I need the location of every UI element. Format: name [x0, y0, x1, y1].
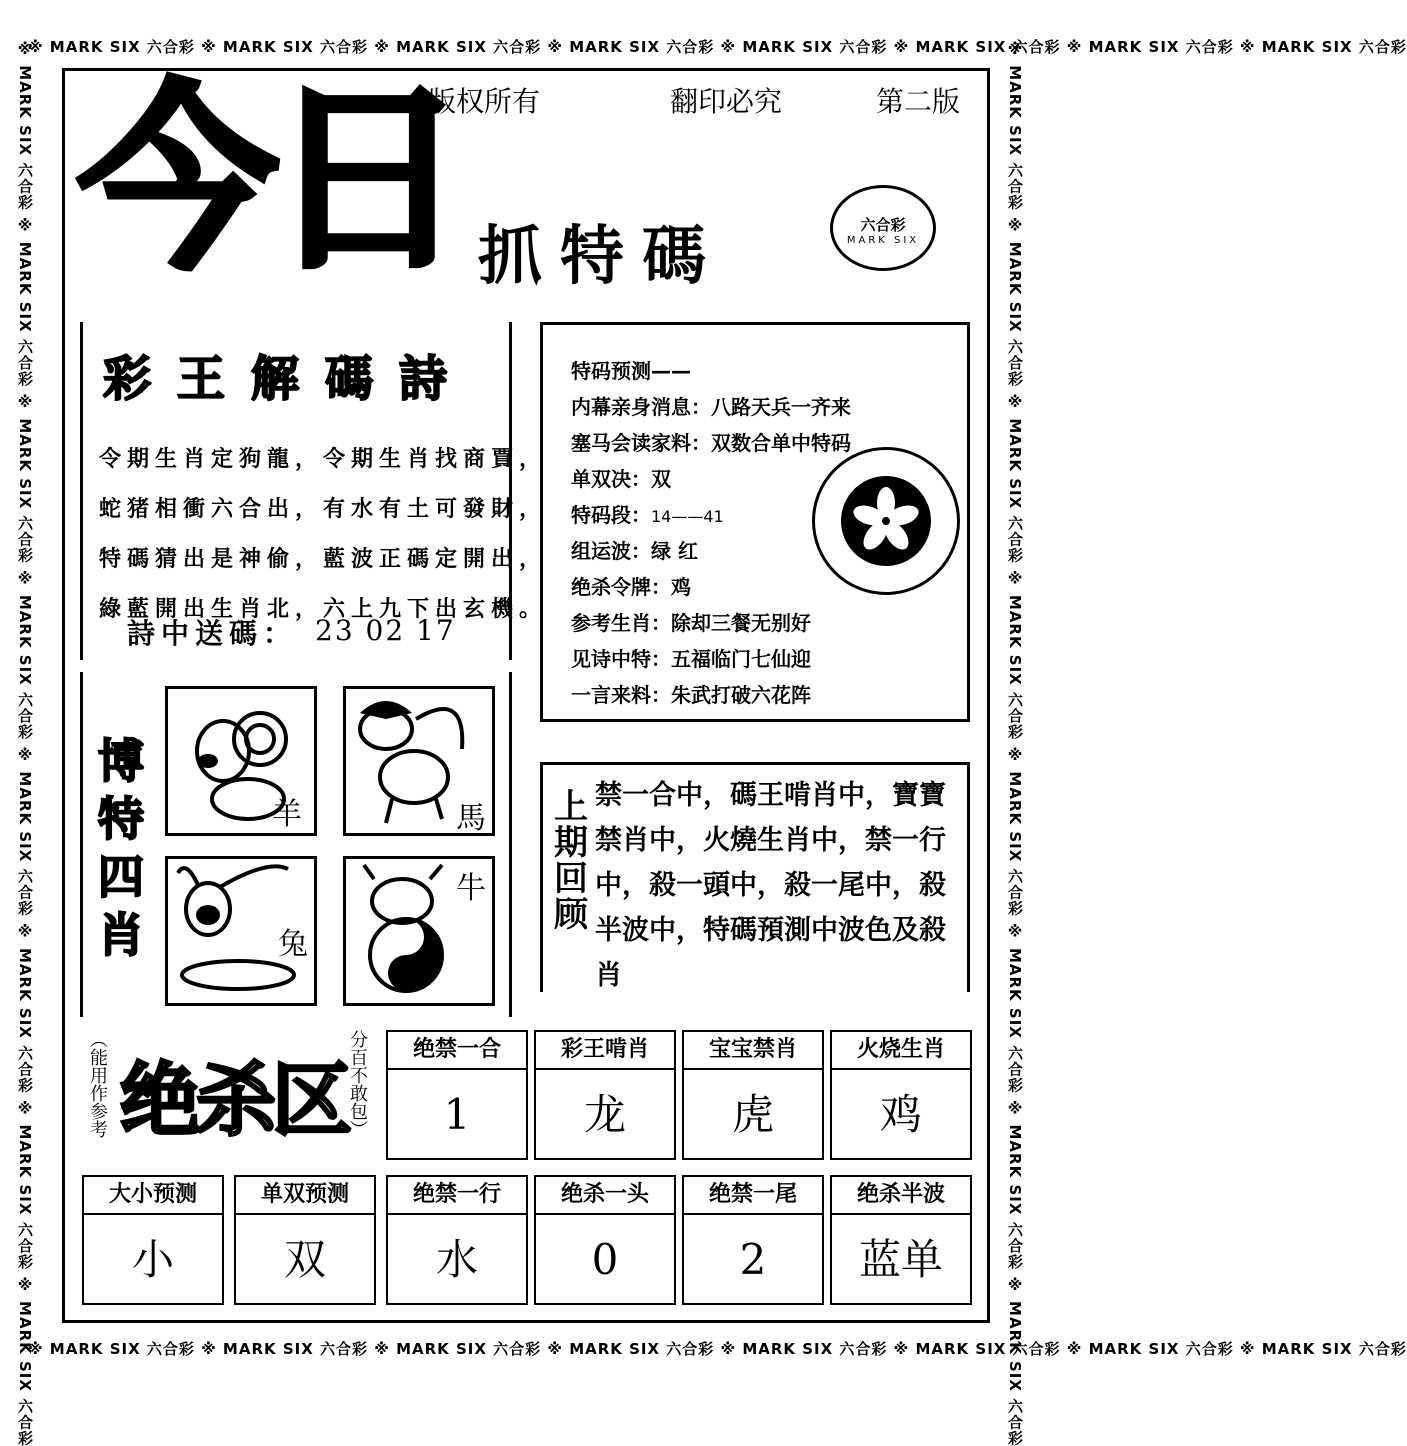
zodiac-label-char: 博 — [98, 734, 144, 788]
zodiac-name: 馬 — [456, 801, 486, 836]
gift-numbers: 23 02 17 — [315, 614, 456, 647]
prediction-label: 绝杀令牌： — [571, 575, 671, 599]
zodiac-card-rabbit — [165, 856, 317, 1006]
zodiac-name: 牛 — [456, 871, 486, 906]
prediction-label: 单双决： — [571, 467, 651, 491]
kill-cell-value: 小 — [131, 1235, 174, 1284]
kill-cell-header: 绝禁一合 — [388, 1032, 526, 1070]
prediction-item — [571, 535, 698, 564]
zodiac-name: 羊 — [272, 797, 302, 832]
prediction-label: 见诗中特： — [571, 647, 671, 671]
prediction-item — [571, 571, 691, 600]
zodiac-label — [91, 732, 151, 964]
zodiac-card-ox — [343, 856, 495, 1006]
prediction-value: 五福临门七仙迎 — [671, 647, 811, 671]
zodiac-card-sheep — [165, 686, 317, 836]
zodiac-name: 兔 — [278, 927, 308, 962]
kill-cell — [82, 1175, 224, 1305]
kill-cell-header: 绝杀半波 — [832, 1177, 970, 1215]
kill-cell-value: 1 — [443, 1090, 471, 1139]
prediction-item — [571, 391, 851, 420]
zodiac-label-char: 四 — [98, 850, 144, 904]
review-label-char: 上 — [554, 787, 588, 827]
zodiac-section — [80, 672, 512, 1017]
kill-cell — [234, 1175, 376, 1305]
prediction-label: 参考生肖： — [571, 611, 671, 635]
kill-cell-value: 鸡 — [879, 1090, 922, 1139]
sub-title: 抓特碼 — [478, 219, 724, 294]
kill-cell-header: 彩王啃肖 — [536, 1032, 674, 1070]
logo-text: 六合彩 — [860, 216, 906, 234]
prediction-item — [571, 679, 811, 708]
kill-cell — [830, 1030, 972, 1160]
kill-cell — [386, 1030, 528, 1160]
poem-line: 特碼猜出是神偷，藍波正碼定開出， — [99, 546, 548, 572]
logo-subtext: MARK SIX — [846, 235, 920, 246]
left-border-strip: ※ MARK SIX 六合彩 ※ MARK SIX 六合彩 ※ MARK SIX 六合彩 ※ MARK SIX 六合彩 ※ MARK SIX 六合彩 ※ MARK SIX 六合彩 ※ MARK SIX 六合彩 ※ MARK SIX 六合彩 — [16, 40, 34, 1446]
review-label-char: 回 — [554, 859, 588, 899]
prediction-value: 朱武打破六花阵 — [671, 683, 811, 707]
prediction-value: 绿 红 — [651, 539, 698, 563]
zodiac-card-horse — [343, 686, 495, 836]
kill-cell — [682, 1175, 824, 1305]
prediction-value: 八路天兵一齐来 — [711, 395, 851, 419]
poem-section — [80, 322, 548, 660]
poem-line: 蛇猪相衝六合出，有水有土可發財， — [99, 496, 548, 522]
kill-cell-header: 火烧生肖 — [832, 1032, 970, 1070]
emblem-icon — [812, 447, 960, 595]
mark-six-logo — [830, 185, 936, 271]
kill-cell — [386, 1175, 528, 1305]
kill-cell-header: 单双预测 — [236, 1177, 374, 1215]
kill-cell-header: 绝禁一尾 — [684, 1177, 822, 1215]
kill-note-right: 分百不敢包） — [347, 1030, 368, 1138]
right-border-strip: ※ MARK SIX 六合彩 ※ MARK SIX 六合彩 ※ MARK SIX 六合彩 ※ MARK SIX 六合彩 ※ MARK SIX 六合彩 ※ MARK SIX 六合彩 ※ MARK SIX 六合彩 ※ MARK SIX 六合彩 — [1006, 40, 1024, 1446]
prediction-item — [571, 463, 671, 492]
kill-cell-value: 虎 — [731, 1090, 774, 1139]
poem-line: 令期生肖定狗龍，令期生肖找商賈， — [99, 446, 548, 472]
kill-cell-value: 龙 — [583, 1090, 626, 1139]
review-label — [551, 789, 591, 933]
poem-title: 彩王解碼詩 — [103, 351, 474, 407]
zodiac-label-char: 特 — [98, 792, 144, 846]
kill-cell-header: 绝禁一行 — [388, 1177, 526, 1215]
prediction-value: 除却三餐无别好 — [671, 611, 811, 635]
prediction-value: 双 — [651, 467, 671, 491]
kill-cell-header: 绝杀一头 — [536, 1177, 674, 1215]
kill-cell-header: 大小预测 — [84, 1177, 222, 1215]
gift-label: 詩中送碼： — [127, 617, 298, 650]
prediction-item — [571, 607, 811, 636]
prediction-label: 组运波： — [571, 539, 651, 563]
review-section — [540, 762, 970, 992]
copyright-text: 版权所有 — [428, 85, 541, 118]
kill-cell-value: 水 — [435, 1235, 478, 1284]
prediction-heading: 特码预测—— — [571, 359, 691, 383]
zodiac-label-char: 肖 — [98, 908, 144, 962]
kill-note-left: （能用作参考 — [87, 1030, 108, 1138]
prediction-item — [571, 643, 811, 672]
prediction-label: 一言来料： — [571, 683, 671, 707]
kill-cell — [830, 1175, 972, 1305]
review-label-char: 顾 — [554, 895, 588, 935]
kill-cell — [682, 1030, 824, 1160]
prediction-item — [571, 427, 851, 456]
kill-zone-title: 绝杀区 — [120, 1054, 348, 1147]
prediction-value: 14——41 — [651, 507, 724, 526]
prediction-label: 塞马会读家料： — [571, 431, 711, 455]
kill-cell-value: 双 — [283, 1235, 326, 1284]
no-reprint-text: 翻印必究 — [670, 85, 783, 118]
poem-line: 綠藍開出生肖北，六上九下出玄機。 — [99, 596, 548, 622]
kill-cell — [534, 1030, 676, 1160]
kill-cell-value: 蓝单 — [858, 1235, 943, 1284]
bottom-border-strip: ※ MARK SIX 六合彩 ※ MARK SIX 六合彩 ※ MARK SIX 六合彩 ※ MARK SIX 六合彩 ※ MARK SIX 六合彩 ※ MARK SIX 六合彩 ※ MARK SIX 六合彩 ※ MARK SIX 六合彩 — [28, 1340, 1407, 1358]
kill-cell-header: 宝宝禁肖 — [684, 1032, 822, 1070]
kill-cell-value: 0 — [591, 1235, 619, 1284]
review-text: 禁一合中，碼王啃肖中，寶寶禁肖中，火燒生肖中，禁一行中，殺一頭中，殺一尾中，殺半波中，特碼預測中波色及殺肖 — [595, 780, 946, 991]
prediction-label: 内幕亲身消息： — [571, 395, 711, 419]
top-border-strip: ※ MARK SIX 六合彩 ※ MARK SIX 六合彩 ※ MARK SIX 六合彩 ※ MARK SIX 六合彩 ※ MARK SIX 六合彩 ※ MARK SIX 六合彩 ※ MARK SIX 六合彩 ※ MARK SIX 六合彩 — [28, 38, 1407, 56]
kill-cell-value: 2 — [739, 1235, 767, 1284]
prediction-item — [571, 499, 724, 528]
kill-cell — [534, 1175, 676, 1305]
prediction-value: 鸡 — [671, 575, 691, 599]
prediction-value: 双数合单中特码 — [711, 431, 851, 455]
prediction-label: 特码段： — [571, 503, 651, 527]
edition-text: 第二版 — [876, 85, 961, 118]
review-label-char: 期 — [554, 823, 588, 863]
main-title: 今日 — [78, 62, 459, 297]
